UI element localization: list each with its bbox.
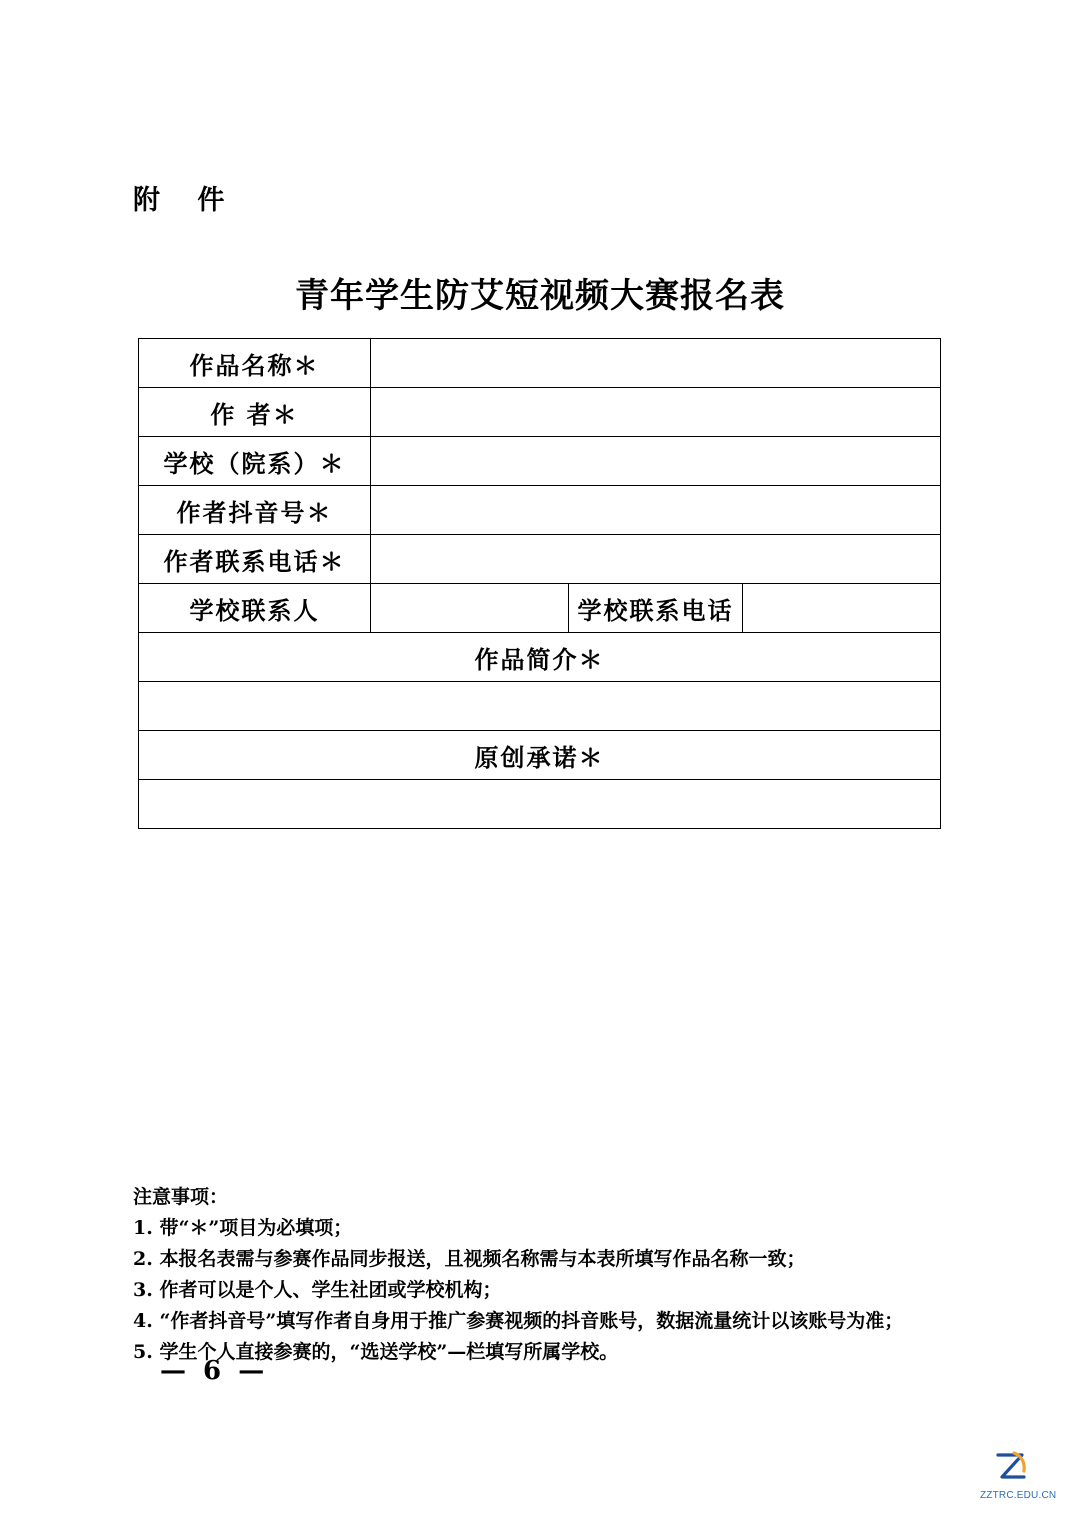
field-label-author-phone: 作者联系电话＊ [139, 535, 371, 584]
field-label-author: 作 者＊ [139, 388, 371, 437]
field-value-school-contact[interactable] [371, 584, 569, 633]
field-value-school[interactable] [371, 437, 941, 486]
site-watermark [980, 1447, 1057, 1501]
attachment-label: 附 件 [133, 185, 239, 216]
table-row [139, 633, 941, 682]
field-label-school-contact: 学校联系人 [139, 584, 371, 633]
note-item: 2. 本报名表需与参赛作品同步报送，且视频名称需与本表所填写作品名称一致； [133, 1247, 806, 1270]
field-label-work-title: 作品名称＊ [139, 339, 371, 388]
note-item: 5. 学生个人直接参赛的，“选送学校”—栏填写所属学校。 [133, 1340, 619, 1363]
table-row [139, 486, 941, 535]
notes-block [133, 1182, 993, 1368]
table-row [139, 535, 941, 584]
page-number: — 6 — [160, 1356, 269, 1386]
table-row [139, 388, 941, 437]
note-item: 1. 带“＊”项目为必填项； [133, 1216, 353, 1239]
table-row [139, 780, 941, 829]
field-label-school: 学校（院系）＊ [139, 437, 371, 486]
section-heading-originality-pledge: 原创承诺＊ [139, 731, 941, 780]
school-logo-icon [992, 1447, 1032, 1487]
table-row [139, 731, 941, 780]
table-row [139, 682, 941, 731]
table-row [139, 437, 941, 486]
field-label-douyin-id: 作者抖音号＊ [139, 486, 371, 535]
table-row [139, 339, 941, 388]
field-value-school-phone[interactable] [743, 584, 941, 633]
page-title: 青年学生防艾短视频大赛报名表 [295, 276, 785, 316]
section-heading-work-summary: 作品简介＊ [139, 633, 941, 682]
watermark-site-text: ZZTRC.EDU.CN [980, 1490, 1057, 1501]
field-value-author[interactable] [371, 388, 941, 437]
field-label-school-phone: 学校联系电话 [569, 584, 743, 633]
note-item: 3. 作者可以是个人、学生社团或学校机构； [133, 1278, 502, 1301]
note-item: 4. “作者抖音号”填写作者自身用于推广参赛视频的抖音账号，数据流量统计以该账号为准； [133, 1309, 904, 1332]
field-value-author-phone[interactable] [371, 535, 941, 584]
registration-form-table [138, 338, 941, 829]
table-row [139, 584, 941, 633]
field-value-douyin-id[interactable] [371, 486, 941, 535]
notes-heading: 注意事项： [133, 1186, 229, 1208]
field-value-work-title[interactable] [371, 339, 941, 388]
section-value-originality-pledge[interactable] [139, 780, 941, 829]
section-value-work-summary[interactable] [139, 682, 941, 731]
